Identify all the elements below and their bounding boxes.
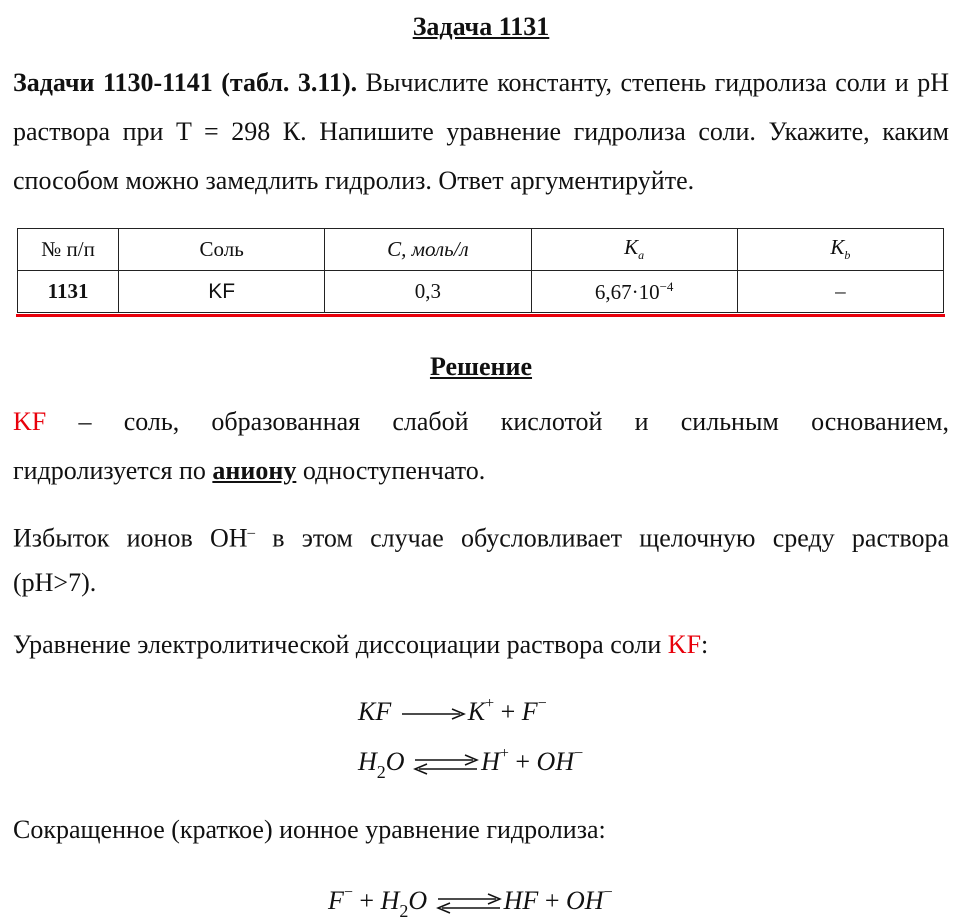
equilibrium-arrow-icon: [413, 753, 479, 775]
task-statement-text: Вычислите константу, степень гидролиза соли и pH раствора при T = 298 К. Напишите уравнение гидролиза соли. Укажите, каким способом можно замедлить гидролиз. Ответ аргументируйте.: [13, 68, 949, 195]
anion-term: аниону: [212, 456, 297, 485]
table-cell-num: 1131: [18, 271, 119, 313]
task-title: Задача 1131: [412, 12, 550, 41]
table-header-cell: $K_a$: [531, 229, 737, 271]
task-statement-bold: Задачи 1130-1141 (табл. 3.11).: [13, 68, 358, 97]
task-statement: [13, 58, 949, 205]
table-header-cell: № п/п: [18, 229, 119, 271]
table-header-cell: Соль: [119, 229, 325, 271]
table-row: [18, 271, 944, 313]
salt-formula-2: KF: [667, 630, 702, 659]
para-salt-type-line1: KF – соль, образованная слабой кислотой и сильным основанием,: [13, 407, 949, 436]
equation-dissociation-kf: KF K+ + F−: [358, 695, 547, 726]
para-excess-ions-line2: (pH>7).: [13, 568, 97, 597]
table-header-row: [18, 229, 944, 271]
table-cell-conc: 0,3: [325, 271, 531, 313]
right-arrow-icon: [400, 707, 466, 721]
data-table: [17, 228, 944, 313]
equation-hydrolysis: $F^- + H_2O$ HF + OH−: [328, 884, 613, 921]
para-short-ionic: Сокращенное (краткое) ионное уравнение гидролиза:: [13, 815, 606, 844]
solution-title: Решение: [429, 352, 533, 381]
para-salt-type-line2: гидролизуется по аниону одноступенчато.: [13, 456, 486, 485]
table-cell-kb: –: [737, 271, 943, 313]
table-cell-ka: $6,67\cdot 10^{-4}$: [531, 271, 737, 313]
equation-water-dissociation: $H_2O$ H+ + OH−: [358, 745, 584, 782]
equilibrium-arrow-icon: [436, 892, 502, 914]
table-cell-salt: KF: [119, 271, 325, 313]
red-divider: [16, 314, 945, 317]
para-excess-ions-line1: Избыток ионов OH– в этом случае обусловливает щелочную среду раствора: [13, 523, 949, 553]
table-header-cell: $K_b$: [737, 229, 943, 271]
para-dissociation: Уравнение электролитической диссоциации раствора соли KF:: [13, 630, 709, 659]
salt-formula: KF: [13, 407, 47, 436]
table-header-cell: C, моль/л: [325, 229, 531, 271]
